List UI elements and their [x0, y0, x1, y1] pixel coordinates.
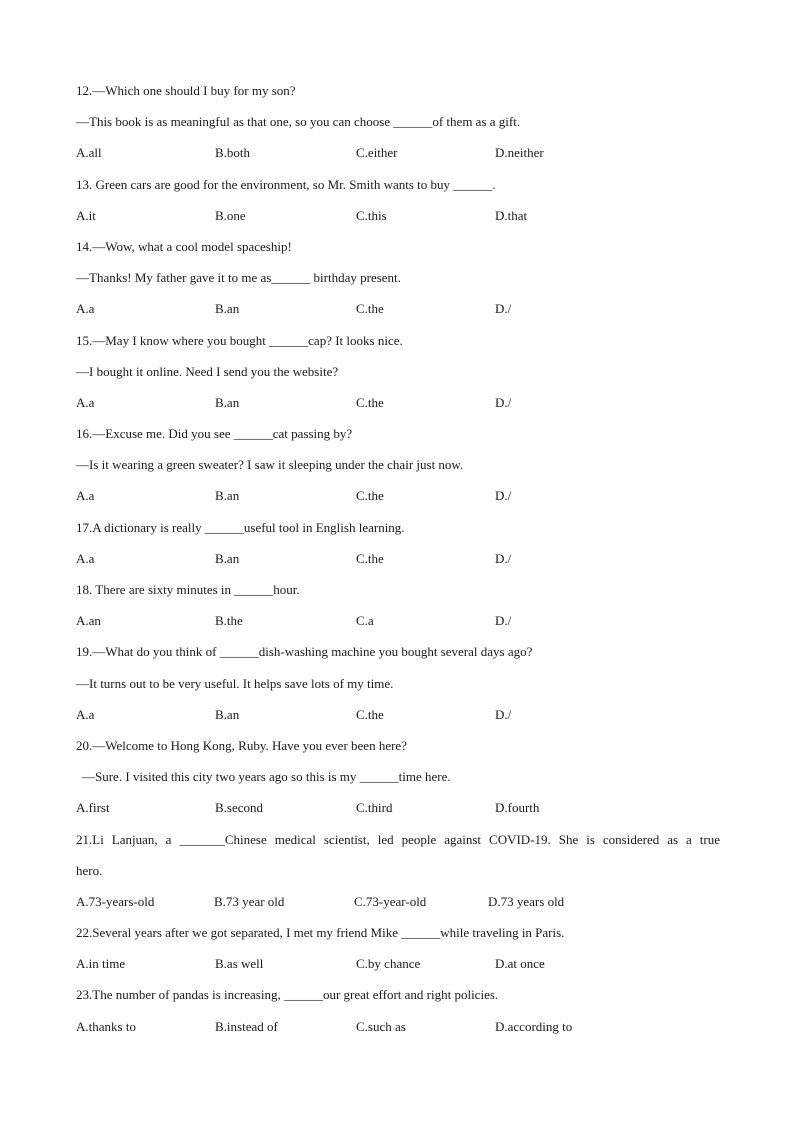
option-c[interactable]: C.the: [356, 301, 384, 317]
question-stem-reply: —I bought it online. Need I send you the website?: [76, 363, 339, 379]
option-a[interactable]: A.a: [76, 301, 95, 317]
option-b[interactable]: B.an: [215, 394, 240, 410]
answer-options: [76, 953, 720, 984]
option-b[interactable]: B.both: [215, 145, 251, 161]
answer-options: [76, 797, 720, 828]
option-d[interactable]: D./: [495, 488, 512, 504]
question-12: [76, 80, 720, 174]
question-stem: 21.Li Lanjuan, a _______Chinese medical scientist, led people against COVID-19. She is considered as a true: [76, 831, 720, 847]
question-21: [76, 829, 720, 923]
question-stem: 15.—May I know where you bought ______cap? It looks nice.: [76, 332, 403, 348]
question-20: [76, 735, 720, 829]
question-stem: 19.—What do you think of ______dish-washing machine you bought several days ago?: [76, 644, 533, 660]
question-stem: 17.A dictionary is really ______useful tool in English learning.: [76, 519, 405, 535]
question-stem: 18. There are sixty minutes in ______hour.: [76, 582, 300, 597]
option-a[interactable]: A.first: [76, 800, 110, 816]
option-d[interactable]: D.according to: [495, 1018, 573, 1034]
question-stem: 12.—Which one should I buy for my son?: [76, 83, 296, 98]
answer-options: [76, 205, 720, 236]
option-b[interactable]: B.second: [215, 800, 264, 816]
option-a[interactable]: A.a: [76, 550, 95, 566]
answer-options: [76, 891, 720, 922]
answer-options: [76, 142, 720, 173]
option-d[interactable]: D./: [495, 613, 512, 629]
question-stem-reply: —This book is as meaningful as that one, so you can choose ______of them as a gift.: [76, 114, 521, 130]
question-stem: 16.—Excuse me. Did you see ______cat passing by?: [76, 426, 353, 442]
option-d[interactable]: D.that: [495, 207, 528, 223]
question-stem: 23.The number of pandas is increasing, ______our great effort and right policies.: [76, 987, 499, 1003]
option-c[interactable]: C.this: [356, 207, 387, 223]
question-stem-reply: —It turns out to be very useful. It helps save lots of my time.: [76, 675, 394, 691]
option-d[interactable]: D.at once: [495, 956, 545, 972]
option-b[interactable]: B.an: [215, 706, 240, 722]
question-stem-reply: —Sure. I visited this city two years ago so this is my ______time here.: [82, 769, 451, 785]
answer-options: [76, 298, 720, 329]
option-b[interactable]: B.instead of: [215, 1018, 278, 1034]
question-stem-reply: —Thanks! My father gave it to me as______ birthday present.: [76, 270, 401, 286]
question-stem: 22.Several years after we got separated, I met my friend Mike ______while traveling in Paris.: [76, 925, 565, 941]
question-22: [76, 922, 720, 984]
question-15: [76, 330, 720, 424]
option-b[interactable]: B.73 year old: [214, 893, 285, 909]
question-stem: 13. Green cars are good for the environment, so Mr. Smith wants to buy ______.: [76, 176, 496, 192]
option-d[interactable]: D./: [495, 550, 512, 566]
option-c[interactable]: C.such as: [356, 1018, 406, 1034]
option-b[interactable]: B.the: [215, 613, 243, 629]
answer-options: [76, 392, 720, 423]
option-a[interactable]: A.an: [76, 613, 101, 629]
question-23: [76, 984, 720, 1046]
option-a[interactable]: A.it: [76, 207, 96, 223]
answer-options: [76, 548, 720, 579]
question-19: [76, 641, 720, 735]
option-c[interactable]: C.either: [356, 145, 398, 161]
question-18: [76, 579, 720, 641]
question-stem: 20.—Welcome to Hong Kong, Ruby. Have you ever been here?: [76, 737, 407, 753]
option-a[interactable]: A.all: [76, 145, 102, 161]
option-d[interactable]: D.neither: [495, 145, 544, 161]
option-c[interactable]: C.the: [356, 394, 384, 410]
option-d[interactable]: D./: [495, 706, 512, 722]
option-c[interactable]: C.by chance: [356, 956, 421, 972]
question-17: [76, 517, 720, 579]
answer-options: [76, 485, 720, 516]
answer-options: [76, 610, 720, 641]
option-b[interactable]: B.one: [215, 207, 246, 223]
option-a[interactable]: A.73-years-old: [76, 893, 155, 909]
question-16: [76, 423, 720, 517]
option-a[interactable]: A.a: [76, 706, 95, 722]
question-13: [76, 174, 720, 236]
option-c[interactable]: C.the: [356, 488, 384, 504]
option-b[interactable]: B.as well: [215, 956, 264, 972]
option-d[interactable]: D.fourth: [495, 800, 540, 816]
option-c[interactable]: C.the: [356, 706, 384, 722]
answer-options: [76, 704, 720, 735]
option-a[interactable]: A.a: [76, 394, 95, 410]
option-a[interactable]: A.thanks to: [76, 1018, 136, 1034]
option-b[interactable]: B.an: [215, 301, 240, 317]
option-b[interactable]: B.an: [215, 488, 240, 504]
option-c[interactable]: C.the: [356, 550, 384, 566]
option-d[interactable]: D./: [495, 301, 512, 317]
question-sheet: [76, 80, 720, 1047]
option-b[interactable]: B.an: [215, 550, 240, 566]
option-d[interactable]: D./: [495, 394, 512, 410]
option-c[interactable]: C.73-year-old: [354, 893, 427, 909]
option-a[interactable]: A.a: [76, 488, 95, 504]
answer-options: [76, 1016, 720, 1047]
question-stem-reply: —Is it wearing a green sweater? I saw it sleeping under the chair just now.: [76, 457, 464, 473]
option-d[interactable]: D.73 years old: [488, 893, 565, 909]
question-stem: 14.—Wow, what a cool model spaceship!: [76, 238, 292, 254]
option-a[interactable]: A.in time: [76, 956, 126, 972]
question-stem-continuation: hero.: [76, 862, 103, 878]
question-14: [76, 236, 720, 330]
option-c[interactable]: C.a: [356, 613, 374, 629]
option-c[interactable]: C.third: [356, 800, 393, 816]
